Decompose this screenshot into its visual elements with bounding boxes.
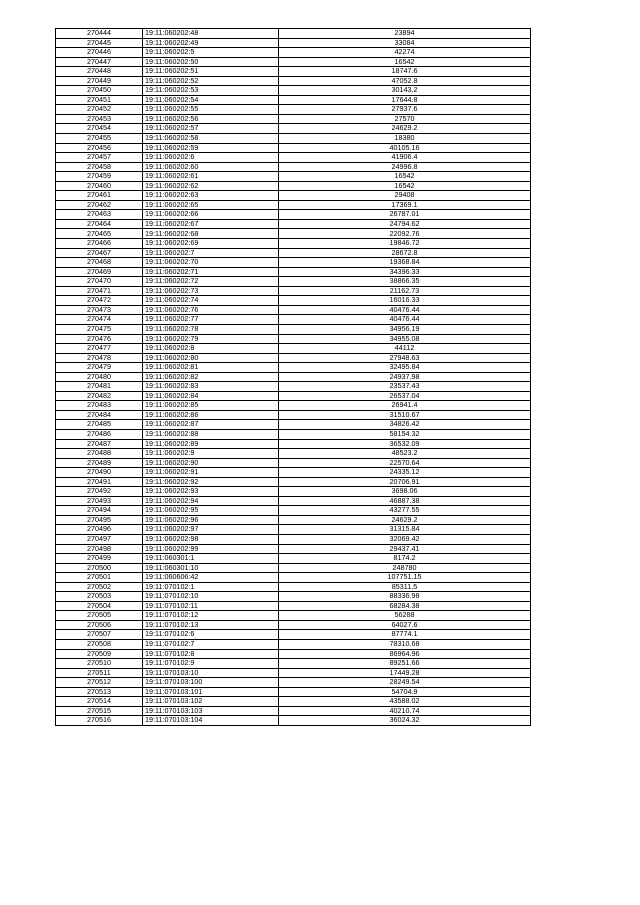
value-cell: 24629.2 bbox=[279, 515, 531, 525]
row-id-cell: 270508 bbox=[56, 640, 143, 650]
row-id-cell: 270505 bbox=[56, 611, 143, 621]
table-row bbox=[56, 640, 531, 650]
table-row bbox=[56, 496, 531, 506]
value-cell: 28249.54 bbox=[279, 678, 531, 688]
row-id-cell: 270446 bbox=[56, 48, 143, 58]
cadastral-number-cell: 19:11:060202:65 bbox=[143, 200, 279, 210]
row-id-cell: 270511 bbox=[56, 668, 143, 678]
table-row bbox=[56, 258, 531, 268]
cadastral-number-cell: 19:11:070103:102 bbox=[143, 697, 279, 707]
row-id-cell: 270490 bbox=[56, 468, 143, 478]
cadastral-number-cell: 19:11:060202:95 bbox=[143, 506, 279, 516]
table-row bbox=[56, 229, 531, 239]
cadastral-number-cell: 19:11:060202:74 bbox=[143, 296, 279, 306]
row-id-cell: 270477 bbox=[56, 344, 143, 354]
table-row bbox=[56, 57, 531, 67]
row-id-cell: 270485 bbox=[56, 420, 143, 430]
table-row bbox=[56, 114, 531, 124]
cadastral-number-cell: 19:11:060202:6 bbox=[143, 153, 279, 163]
table-row bbox=[56, 554, 531, 564]
value-cell: 29408 bbox=[279, 191, 531, 201]
value-cell: 21162.73 bbox=[279, 286, 531, 296]
row-id-cell: 270475 bbox=[56, 324, 143, 334]
row-id-cell: 270455 bbox=[56, 134, 143, 144]
cadastral-number-cell: 19:11:060202:72 bbox=[143, 277, 279, 287]
row-id-cell: 270461 bbox=[56, 191, 143, 201]
cadastral-number-cell: 19:11:070102:11 bbox=[143, 601, 279, 611]
value-cell: 107751.15 bbox=[279, 573, 531, 583]
cadastral-number-cell: 19:11:060202:83 bbox=[143, 382, 279, 392]
table-row bbox=[56, 439, 531, 449]
value-cell: 17449.28 bbox=[279, 668, 531, 678]
table-row bbox=[56, 458, 531, 468]
row-id-cell: 270447 bbox=[56, 57, 143, 67]
value-cell: 22092.76 bbox=[279, 229, 531, 239]
row-id-cell: 270516 bbox=[56, 716, 143, 726]
cadastral-number-cell: 19:11:060202:88 bbox=[143, 429, 279, 439]
cadastral-number-cell: 19:11:060202:92 bbox=[143, 477, 279, 487]
row-id-cell: 270471 bbox=[56, 286, 143, 296]
cadastral-number-cell: 19:11:060202:76 bbox=[143, 305, 279, 315]
data-table bbox=[55, 28, 531, 726]
table-row bbox=[56, 468, 531, 478]
table-row bbox=[56, 630, 531, 640]
value-cell: 16542 bbox=[279, 57, 531, 67]
cadastral-number-cell: 19:11:060606:42 bbox=[143, 573, 279, 583]
value-cell: 16542 bbox=[279, 181, 531, 191]
table-row bbox=[56, 344, 531, 354]
row-id-cell: 270462 bbox=[56, 200, 143, 210]
row-id-cell: 270468 bbox=[56, 258, 143, 268]
value-cell: 28672.8 bbox=[279, 248, 531, 258]
value-cell: 36024.32 bbox=[279, 716, 531, 726]
cadastral-number-cell: 19:11:060202:67 bbox=[143, 219, 279, 229]
table-row bbox=[56, 48, 531, 58]
row-id-cell: 270483 bbox=[56, 401, 143, 411]
value-cell: 24629.2 bbox=[279, 124, 531, 134]
cadastral-number-cell: 19:11:070103:10 bbox=[143, 668, 279, 678]
table-row bbox=[56, 334, 531, 344]
cadastral-number-cell: 19:11:060202:85 bbox=[143, 401, 279, 411]
value-cell: 26537.04 bbox=[279, 391, 531, 401]
row-id-cell: 270451 bbox=[56, 95, 143, 105]
row-id-cell: 270448 bbox=[56, 67, 143, 77]
value-cell: 248780 bbox=[279, 563, 531, 573]
cadastral-number-cell: 19:11:060202:94 bbox=[143, 496, 279, 506]
table-row bbox=[56, 67, 531, 77]
value-cell: 30143.2 bbox=[279, 86, 531, 96]
table-row bbox=[56, 239, 531, 249]
cadastral-number-cell: 19:11:070102:12 bbox=[143, 611, 279, 621]
row-id-cell: 270513 bbox=[56, 687, 143, 697]
cadastral-number-cell: 19:11:060202:69 bbox=[143, 239, 279, 249]
table-row bbox=[56, 200, 531, 210]
value-cell: 18747.6 bbox=[279, 67, 531, 77]
value-cell: 23537.43 bbox=[279, 382, 531, 392]
table-row bbox=[56, 706, 531, 716]
value-cell: 24937.98 bbox=[279, 372, 531, 382]
row-id-cell: 270445 bbox=[56, 38, 143, 48]
table-row bbox=[56, 611, 531, 621]
value-cell: 24996.8 bbox=[279, 162, 531, 172]
value-cell: 42274 bbox=[279, 48, 531, 58]
table-row bbox=[56, 315, 531, 325]
cadastral-number-cell: 19:11:060202:55 bbox=[143, 105, 279, 115]
value-cell: 40476.44 bbox=[279, 315, 531, 325]
cadastral-number-cell: 19:11:060202:57 bbox=[143, 124, 279, 134]
table-row bbox=[56, 620, 531, 630]
row-id-cell: 270500 bbox=[56, 563, 143, 573]
table-row bbox=[56, 382, 531, 392]
value-cell: 20706.91 bbox=[279, 477, 531, 487]
cadastral-number-cell: 19:11:070103:100 bbox=[143, 678, 279, 688]
cadastral-number-cell: 19:11:060202:70 bbox=[143, 258, 279, 268]
cadastral-number-cell: 19:11:060202:60 bbox=[143, 162, 279, 172]
value-cell: 27948.63 bbox=[279, 353, 531, 363]
cadastral-number-cell: 19:11:060202:63 bbox=[143, 191, 279, 201]
row-id-cell: 270450 bbox=[56, 86, 143, 96]
table-row bbox=[56, 544, 531, 554]
value-cell: 87774.1 bbox=[279, 630, 531, 640]
cadastral-number-cell: 19:11:060301:1 bbox=[143, 554, 279, 564]
table-row bbox=[56, 592, 531, 602]
row-id-cell: 270470 bbox=[56, 277, 143, 287]
value-cell: 36532.09 bbox=[279, 439, 531, 449]
cadastral-number-cell: 19:11:070102:10 bbox=[143, 592, 279, 602]
value-cell: 34826.42 bbox=[279, 420, 531, 430]
row-id-cell: 270484 bbox=[56, 410, 143, 420]
table-row bbox=[56, 515, 531, 525]
row-id-cell: 270486 bbox=[56, 429, 143, 439]
table-row bbox=[56, 582, 531, 592]
row-id-cell: 270474 bbox=[56, 315, 143, 325]
cadastral-number-cell: 19:11:060301:10 bbox=[143, 563, 279, 573]
table-row bbox=[56, 401, 531, 411]
table-row bbox=[56, 95, 531, 105]
value-cell: 54704.9 bbox=[279, 687, 531, 697]
row-id-cell: 270444 bbox=[56, 29, 143, 39]
value-cell: 18380 bbox=[279, 134, 531, 144]
table-row bbox=[56, 286, 531, 296]
row-id-cell: 270482 bbox=[56, 391, 143, 401]
value-cell: 64027.6 bbox=[279, 620, 531, 630]
table-row bbox=[56, 124, 531, 134]
row-id-cell: 270469 bbox=[56, 267, 143, 277]
cadastral-number-cell: 19:11:060202:5 bbox=[143, 48, 279, 58]
cadastral-number-cell: 19:11:060202:73 bbox=[143, 286, 279, 296]
row-id-cell: 270465 bbox=[56, 229, 143, 239]
table-row bbox=[56, 668, 531, 678]
cadastral-number-cell: 19:11:060202:8 bbox=[143, 344, 279, 354]
table-row bbox=[56, 487, 531, 497]
value-cell: 40476.44 bbox=[279, 305, 531, 315]
value-cell: 17369.1 bbox=[279, 200, 531, 210]
value-cell: 78310.68 bbox=[279, 640, 531, 650]
table-body bbox=[56, 29, 531, 726]
table-row bbox=[56, 697, 531, 707]
value-cell: 43588.02 bbox=[279, 697, 531, 707]
row-id-cell: 270487 bbox=[56, 439, 143, 449]
cadastral-number-cell: 19:11:060202:96 bbox=[143, 515, 279, 525]
table-row bbox=[56, 267, 531, 277]
row-id-cell: 270497 bbox=[56, 534, 143, 544]
value-cell: 23894 bbox=[279, 29, 531, 39]
table-row bbox=[56, 134, 531, 144]
row-id-cell: 270456 bbox=[56, 143, 143, 153]
cadastral-number-cell: 19:11:060202:58 bbox=[143, 134, 279, 144]
cadastral-number-cell: 19:11:060202:91 bbox=[143, 468, 279, 478]
row-id-cell: 270502 bbox=[56, 582, 143, 592]
table-row bbox=[56, 29, 531, 39]
value-cell: 3698.06 bbox=[279, 487, 531, 497]
table-row bbox=[56, 363, 531, 373]
table-row bbox=[56, 162, 531, 172]
row-id-cell: 270507 bbox=[56, 630, 143, 640]
cadastral-number-cell: 19:11:060202:84 bbox=[143, 391, 279, 401]
row-id-cell: 270458 bbox=[56, 162, 143, 172]
value-cell: 24335.12 bbox=[279, 468, 531, 478]
row-id-cell: 270452 bbox=[56, 105, 143, 115]
table-row bbox=[56, 678, 531, 688]
cadastral-number-cell: 19:11:060202:87 bbox=[143, 420, 279, 430]
value-cell: 17644.8 bbox=[279, 95, 531, 105]
row-id-cell: 270467 bbox=[56, 248, 143, 258]
value-cell: 85311.5 bbox=[279, 582, 531, 592]
table-row bbox=[56, 296, 531, 306]
row-id-cell: 270514 bbox=[56, 697, 143, 707]
cadastral-number-cell: 19:11:060202:59 bbox=[143, 143, 279, 153]
cadastral-number-cell: 19:11:060202:81 bbox=[143, 363, 279, 373]
value-cell: 38866.35 bbox=[279, 277, 531, 287]
value-cell: 24794.62 bbox=[279, 219, 531, 229]
cadastral-number-cell: 19:11:060202:78 bbox=[143, 324, 279, 334]
value-cell: 19846.72 bbox=[279, 239, 531, 249]
table-row bbox=[56, 210, 531, 220]
row-id-cell: 270464 bbox=[56, 219, 143, 229]
value-cell: 16542 bbox=[279, 172, 531, 182]
value-cell: 26787.01 bbox=[279, 210, 531, 220]
value-cell: 48523.2 bbox=[279, 449, 531, 459]
table-row bbox=[56, 353, 531, 363]
value-cell: 32495.84 bbox=[279, 363, 531, 373]
value-cell: 44112 bbox=[279, 344, 531, 354]
table-row bbox=[56, 143, 531, 153]
value-cell: 31315.84 bbox=[279, 525, 531, 535]
cadastral-number-cell: 19:11:070103:104 bbox=[143, 716, 279, 726]
value-cell: 16016.33 bbox=[279, 296, 531, 306]
row-id-cell: 270453 bbox=[56, 114, 143, 124]
table-row bbox=[56, 324, 531, 334]
table-row bbox=[56, 477, 531, 487]
value-cell: 26941.4 bbox=[279, 401, 531, 411]
table-row bbox=[56, 277, 531, 287]
cadastral-number-cell: 19:11:060202:51 bbox=[143, 67, 279, 77]
cadastral-number-cell: 19:11:060202:79 bbox=[143, 334, 279, 344]
cadastral-number-cell: 19:11:060202:90 bbox=[143, 458, 279, 468]
row-id-cell: 270460 bbox=[56, 181, 143, 191]
cadastral-number-cell: 19:11:070102:6 bbox=[143, 630, 279, 640]
value-cell: 29437.41 bbox=[279, 544, 531, 554]
table-row bbox=[56, 525, 531, 535]
row-id-cell: 270488 bbox=[56, 449, 143, 459]
row-id-cell: 270509 bbox=[56, 649, 143, 659]
cadastral-number-cell: 19:11:060202:68 bbox=[143, 229, 279, 239]
row-id-cell: 270457 bbox=[56, 153, 143, 163]
cadastral-number-cell: 19:11:070102:8 bbox=[143, 649, 279, 659]
value-cell: 89251.66 bbox=[279, 659, 531, 669]
table-row bbox=[56, 420, 531, 430]
row-id-cell: 270472 bbox=[56, 296, 143, 306]
value-cell: 68284.38 bbox=[279, 601, 531, 611]
cadastral-number-cell: 19:11:060202:89 bbox=[143, 439, 279, 449]
cadastral-number-cell: 19:11:060202:82 bbox=[143, 372, 279, 382]
value-cell: 56288 bbox=[279, 611, 531, 621]
table-row bbox=[56, 601, 531, 611]
table-row bbox=[56, 649, 531, 659]
row-id-cell: 270501 bbox=[56, 573, 143, 583]
table-row bbox=[56, 391, 531, 401]
row-id-cell: 270515 bbox=[56, 706, 143, 716]
row-id-cell: 270478 bbox=[56, 353, 143, 363]
cadastral-number-cell: 19:11:060202:99 bbox=[143, 544, 279, 554]
row-id-cell: 270498 bbox=[56, 544, 143, 554]
row-id-cell: 270496 bbox=[56, 525, 143, 535]
cadastral-number-cell: 19:11:060202:71 bbox=[143, 267, 279, 277]
row-id-cell: 270494 bbox=[56, 506, 143, 516]
row-id-cell: 270512 bbox=[56, 678, 143, 688]
cadastral-number-cell: 19:11:060202:62 bbox=[143, 181, 279, 191]
value-cell: 31510.67 bbox=[279, 410, 531, 420]
cadastral-number-cell: 19:11:060202:53 bbox=[143, 86, 279, 96]
cadastral-number-cell: 19:11:060202:93 bbox=[143, 487, 279, 497]
table-row bbox=[56, 506, 531, 516]
row-id-cell: 270454 bbox=[56, 124, 143, 134]
cadastral-number-cell: 19:11:060202:86 bbox=[143, 410, 279, 420]
value-cell: 22570.64 bbox=[279, 458, 531, 468]
cadastral-number-cell: 19:11:060202:52 bbox=[143, 76, 279, 86]
value-cell: 33084 bbox=[279, 38, 531, 48]
table-row bbox=[56, 659, 531, 669]
cadastral-number-cell: 19:11:070102:7 bbox=[143, 640, 279, 650]
cadastral-number-cell: 19:11:060202:56 bbox=[143, 114, 279, 124]
cadastral-number-cell: 19:11:060202:61 bbox=[143, 172, 279, 182]
value-cell: 8174.2 bbox=[279, 554, 531, 564]
row-id-cell: 270473 bbox=[56, 305, 143, 315]
table-row bbox=[56, 372, 531, 382]
table-row bbox=[56, 305, 531, 315]
value-cell: 86964.96 bbox=[279, 649, 531, 659]
row-id-cell: 270489 bbox=[56, 458, 143, 468]
table-row bbox=[56, 86, 531, 96]
row-id-cell: 270463 bbox=[56, 210, 143, 220]
table-row bbox=[56, 716, 531, 726]
table-row bbox=[56, 534, 531, 544]
row-id-cell: 270491 bbox=[56, 477, 143, 487]
cadastral-number-cell: 19:11:060202:66 bbox=[143, 210, 279, 220]
cadastral-number-cell: 19:11:070102:13 bbox=[143, 620, 279, 630]
cadastral-number-cell: 19:11:060202:54 bbox=[143, 95, 279, 105]
row-id-cell: 270479 bbox=[56, 363, 143, 373]
row-id-cell: 270480 bbox=[56, 372, 143, 382]
row-id-cell: 270499 bbox=[56, 554, 143, 564]
row-id-cell: 270449 bbox=[56, 76, 143, 86]
value-cell: 47052.8 bbox=[279, 76, 531, 86]
value-cell: 32069.42 bbox=[279, 534, 531, 544]
value-cell: 34955.08 bbox=[279, 334, 531, 344]
table-row bbox=[56, 181, 531, 191]
row-id-cell: 270503 bbox=[56, 592, 143, 602]
value-cell: 27937.6 bbox=[279, 105, 531, 115]
table-row bbox=[56, 172, 531, 182]
table-row bbox=[56, 563, 531, 573]
row-id-cell: 270466 bbox=[56, 239, 143, 249]
value-cell: 27570 bbox=[279, 114, 531, 124]
table-row bbox=[56, 38, 531, 48]
table-row bbox=[56, 410, 531, 420]
table-row bbox=[56, 687, 531, 697]
cadastral-number-cell: 19:11:070102:9 bbox=[143, 659, 279, 669]
row-id-cell: 270476 bbox=[56, 334, 143, 344]
cadastral-number-cell: 19:11:070103:103 bbox=[143, 706, 279, 716]
value-cell: 46887.38 bbox=[279, 496, 531, 506]
cadastral-number-cell: 19:11:060202:98 bbox=[143, 534, 279, 544]
row-id-cell: 270493 bbox=[56, 496, 143, 506]
table-row bbox=[56, 429, 531, 439]
value-cell: 40210.74 bbox=[279, 706, 531, 716]
table-row bbox=[56, 191, 531, 201]
cadastral-number-cell: 19:11:060202:80 bbox=[143, 353, 279, 363]
table-row bbox=[56, 76, 531, 86]
table-row bbox=[56, 573, 531, 583]
cadastral-number-cell: 19:11:070102:1 bbox=[143, 582, 279, 592]
cadastral-number-cell: 19:11:060202:48 bbox=[143, 29, 279, 39]
row-id-cell: 270459 bbox=[56, 172, 143, 182]
table-row bbox=[56, 153, 531, 163]
cadastral-number-cell: 19:11:060202:77 bbox=[143, 315, 279, 325]
row-id-cell: 270495 bbox=[56, 515, 143, 525]
table-row bbox=[56, 248, 531, 258]
row-id-cell: 270481 bbox=[56, 382, 143, 392]
cadastral-number-cell: 19:11:060202:50 bbox=[143, 57, 279, 67]
cadastral-number-cell: 19:11:060202:7 bbox=[143, 248, 279, 258]
cadastral-number-cell: 19:11:060202:97 bbox=[143, 525, 279, 535]
table-row bbox=[56, 105, 531, 115]
row-id-cell: 270510 bbox=[56, 659, 143, 669]
value-cell: 58154.32 bbox=[279, 429, 531, 439]
value-cell: 41906.4 bbox=[279, 153, 531, 163]
row-id-cell: 270504 bbox=[56, 601, 143, 611]
cadastral-number-cell: 19:11:060202:49 bbox=[143, 38, 279, 48]
value-cell: 34396.33 bbox=[279, 267, 531, 277]
value-cell: 88336.98 bbox=[279, 592, 531, 602]
value-cell: 43277.55 bbox=[279, 506, 531, 516]
cadastral-number-cell: 19:11:070103:101 bbox=[143, 687, 279, 697]
row-id-cell: 270506 bbox=[56, 620, 143, 630]
table-row bbox=[56, 449, 531, 459]
row-id-cell: 270492 bbox=[56, 487, 143, 497]
value-cell: 34956.19 bbox=[279, 324, 531, 334]
value-cell: 40105.16 bbox=[279, 143, 531, 153]
table-row bbox=[56, 219, 531, 229]
value-cell: 19368.84 bbox=[279, 258, 531, 268]
cadastral-number-cell: 19:11:060202:9 bbox=[143, 449, 279, 459]
